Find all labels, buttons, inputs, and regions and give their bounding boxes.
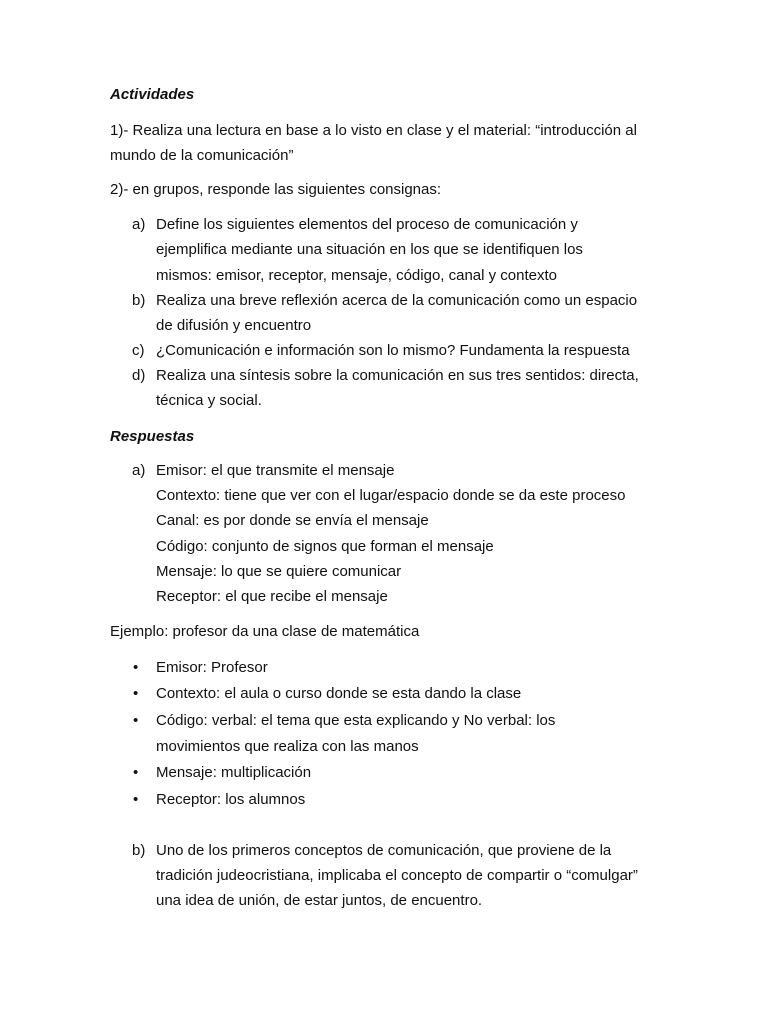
consigna-d-line2: técnica y social.	[156, 392, 262, 409]
item1-line2: mundo de la comunicación”	[110, 147, 294, 164]
ejemplo-text: Ejemplo: profesor da una clase de matemática	[110, 623, 420, 640]
respuesta-a-line1: Emisor: el que transmite el mensaje	[156, 462, 395, 479]
actividades-heading: Actividades	[110, 86, 195, 103]
consigna-a-line2: ejemplifica mediante una situación en los que se identifiquen los	[156, 241, 583, 258]
bullet-codigo-dot: •	[133, 712, 139, 729]
bullet-receptor-dot: •	[133, 791, 139, 808]
respuesta-a-line6: Receptor: el que recibe el mensaje	[156, 588, 388, 605]
bullet-receptor: Receptor: los alumnos	[156, 791, 306, 808]
bullet-contexto-dot: •	[133, 685, 139, 702]
consigna-c-marker: c)	[132, 342, 145, 359]
bullet-codigo-line1: Código: verbal: el tema que esta explicando y No verbal: los	[156, 712, 556, 729]
item2-text: 2)- en grupos, responde las siguientes consignas:	[110, 181, 442, 198]
bullet-codigo-line2: movimientos que realiza con las manos	[156, 738, 419, 755]
respuesta-a-line2: Contexto: tiene que ver con el lugar/espacio donde se da este proceso	[156, 487, 626, 504]
respuesta-b-line1: Uno de los primeros conceptos de comunicación, que proviene de la	[156, 842, 612, 859]
respuesta-b-line3: una idea de unión, de estar juntos, de encuentro.	[156, 892, 483, 909]
consigna-d-line1: Realiza una síntesis sobre la comunicación en sus tres sentidos: directa,	[156, 367, 639, 384]
consigna-a-line3: mismos: emisor, receptor, mensaje, código, canal y contexto	[156, 267, 558, 284]
bullet-emisor: Emisor: Profesor	[156, 659, 268, 676]
respuestas-heading: Respuestas	[110, 428, 195, 445]
respuesta-a-line4: Código: conjunto de signos que forman el mensaje	[156, 538, 494, 555]
consigna-a-marker: a)	[132, 216, 146, 233]
consigna-d-marker: d)	[132, 367, 146, 384]
consigna-b-line1: Realiza una breve reflexión acerca de la comunicación como un espacio	[156, 292, 638, 309]
bullet-mensaje-dot: •	[133, 764, 139, 781]
respuesta-b-marker: b)	[132, 842, 146, 859]
consigna-c-line1: ¿Comunicación e información son lo mismo? Fundamenta la respuesta	[156, 342, 630, 359]
respuesta-b-line2: tradición judeocristiana, implicaba el concepto de compartir o “comulgar”	[156, 867, 638, 884]
consigna-b-marker: b)	[132, 292, 146, 309]
respuesta-a-line3: Canal: es por donde se envía el mensaje	[156, 512, 429, 529]
consigna-a-line1: Define los siguientes elementos del proceso de comunicación y	[156, 216, 578, 233]
respuesta-a-line5: Mensaje: lo que se quiere comunicar	[156, 563, 402, 580]
bullet-contexto: Contexto: el aula o curso donde se esta dando la clase	[156, 685, 522, 702]
bullet-emisor-dot: •	[133, 659, 139, 676]
consigna-b-line2: de difusión y encuentro	[156, 317, 312, 334]
respuesta-a-marker: a)	[132, 462, 146, 479]
bullet-mensaje: Mensaje: multiplicación	[156, 764, 312, 781]
item1-line1: 1)- Realiza una lectura en base a lo visto en clase y el material: “introducción al	[110, 122, 637, 139]
